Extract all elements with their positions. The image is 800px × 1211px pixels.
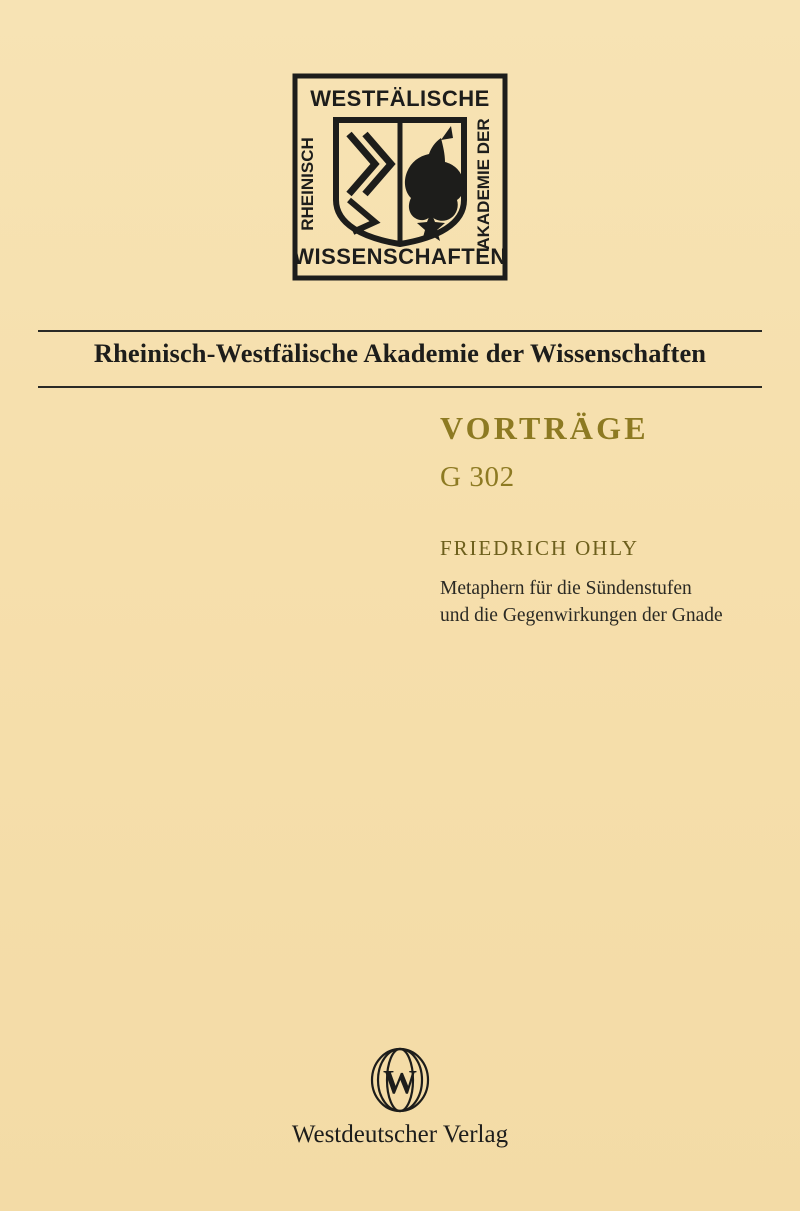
author-name: FRIEDRICH OHLY	[440, 535, 639, 560]
svg-text:WISSENSCHAFTEN: WISSENSCHAFTEN	[293, 244, 507, 269]
westdeutscher-verlag-logo-icon	[357, 1047, 443, 1113]
publisher-name: Westdeutscher Verlag	[291, 1121, 509, 1148]
svg-text:AKADEMIE DER: AKADEMIE DER	[474, 118, 493, 250]
academy-emblem	[291, 72, 509, 282]
book-title	[440, 575, 774, 630]
series-title: Rheinisch-Westfälische Akademie der Wissenschaften	[93, 338, 707, 368]
series-kind: VORTRÄGE	[440, 410, 649, 446]
divider-bottom	[38, 386, 762, 388]
svg-text:W: W	[383, 1064, 417, 1101]
publisher-block	[0, 1047, 800, 1149]
series-number: G 302	[440, 460, 515, 493]
academy-emblem-container	[0, 72, 800, 282]
svg-text:RHEINISCH: RHEINISCH	[298, 137, 317, 231]
book-title-line-2: und die Gegenwirkungen der Gnade	[440, 605, 723, 627]
title-block	[440, 410, 774, 630]
book-title-line-1: Metaphern für die Sündenstufen	[440, 577, 692, 599]
svg-text:WESTFÄLISCHE: WESTFÄLISCHE	[310, 86, 490, 111]
divider-top	[38, 330, 762, 332]
